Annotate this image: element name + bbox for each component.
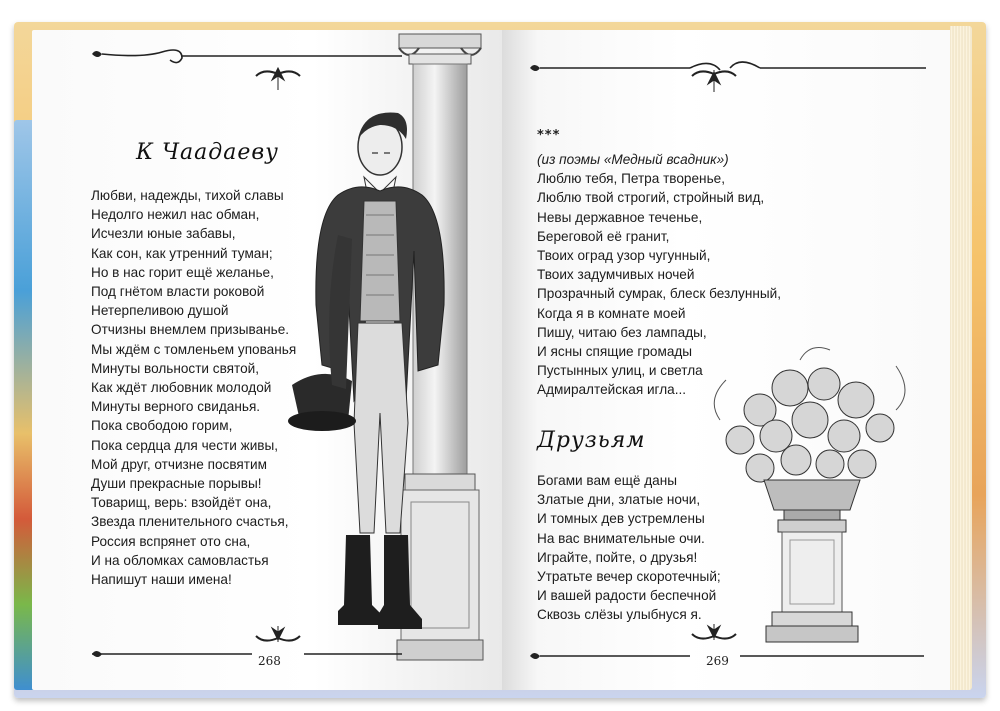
poem-title-friends: Друзьям	[537, 428, 646, 453]
poem-line: Утратьте вечер скоротечный;	[537, 569, 721, 585]
poem-line: Звезда пленительного счастья,	[91, 514, 289, 530]
poem-line: Мой друг, отчизне посвятим	[91, 456, 267, 472]
poem-line: Минуты вольности святой,	[91, 360, 260, 376]
poem-line: Богами вам ещё даны	[537, 473, 678, 488]
poem-line: Когда я в комнате моей	[537, 305, 686, 321]
header-ornament-right	[530, 46, 930, 96]
poem-line: Недолго нежил нас обман,	[91, 207, 260, 223]
poem-body-chaadaev	[91, 186, 296, 589]
poem-line: Береговой её гранит,	[537, 228, 670, 244]
poem-line: Любви, надежды, тихой славы	[91, 188, 284, 203]
poem-line: Души прекрасные порывы!	[91, 476, 262, 492]
poem-line: И ясны спящие громады	[537, 344, 693, 360]
footer-ornament-left	[92, 624, 412, 664]
poem-line: Исчезли юные забавы,	[91, 226, 236, 242]
page-edges	[950, 26, 972, 690]
poem-line: Твоих задумчивых ночей	[537, 267, 695, 283]
poem-line: Отчизны внемлем призыванье.	[91, 322, 290, 338]
poem-line: Прозрачный сумрак, блеск безлунный,	[537, 286, 781, 302]
poem-line: Как ждёт любовник молодой	[91, 380, 272, 396]
poem-line: Адмиралтейская игла...	[537, 382, 687, 398]
poem-body-friends	[537, 471, 721, 625]
poem-line: Товарищ, верь: взойдёт она,	[91, 495, 272, 511]
poem-line: И на обломках самовластья	[91, 552, 269, 568]
poem-line: Сквозь слёзы улыбнуся я.	[537, 607, 702, 623]
gentleman-illustration	[288, 105, 468, 650]
stars-separator: ***	[537, 128, 561, 143]
poem-line: И томных дев устремлены	[537, 511, 705, 527]
poem-line: Минуты верного свиданья.	[91, 399, 261, 415]
poem-line: Твоих оград узор чугунный,	[537, 248, 711, 264]
poem-line: Нетерпеливою душой	[91, 303, 229, 319]
poem-line: И вашей радости беспечной	[537, 588, 717, 604]
poem-line: На вас внимательные очи.	[537, 530, 705, 546]
poem-line: Но в нас горит ещё желанье,	[91, 264, 274, 280]
flower-vase-illustration	[700, 340, 920, 645]
footer-ornament-right	[530, 622, 930, 668]
poem-line: Пишу, читаю без лампады,	[537, 324, 707, 340]
page-number-right: 269	[706, 654, 729, 668]
poem-line: Люблю твой строгий, стройный вид,	[537, 190, 765, 206]
poem-line: Играйте, пойте, о друзья!	[537, 549, 698, 565]
poem-line: Невы державное теченье,	[537, 209, 703, 225]
poem-line: Златые дни, златые ночи,	[537, 492, 701, 508]
poem-line: Пустынных улиц, и светла	[537, 363, 703, 379]
poem-line: Пока свободою горим,	[91, 418, 233, 434]
poem-line: Россия вспрянет ото сна,	[91, 533, 251, 549]
poem-line: Напишут наши имена!	[91, 572, 232, 588]
poem-line: Как сон, как утренний туман;	[91, 245, 273, 261]
poem-line: Пока сердца для чести живы,	[91, 437, 279, 453]
header-ornament-left	[92, 42, 412, 92]
poem-line: Люблю тебя, Петра творенье,	[537, 171, 725, 187]
poem-title-chaadaev: К Чаадаеву	[136, 140, 279, 165]
poem-line: Мы ждём с томленьем упованья	[91, 341, 297, 357]
poem-subtitle: (из поэмы «Медный всадник»)	[537, 152, 729, 167]
poem-line: Под гнётом власти роковой	[91, 284, 265, 300]
page-number-left: 268	[258, 654, 281, 668]
